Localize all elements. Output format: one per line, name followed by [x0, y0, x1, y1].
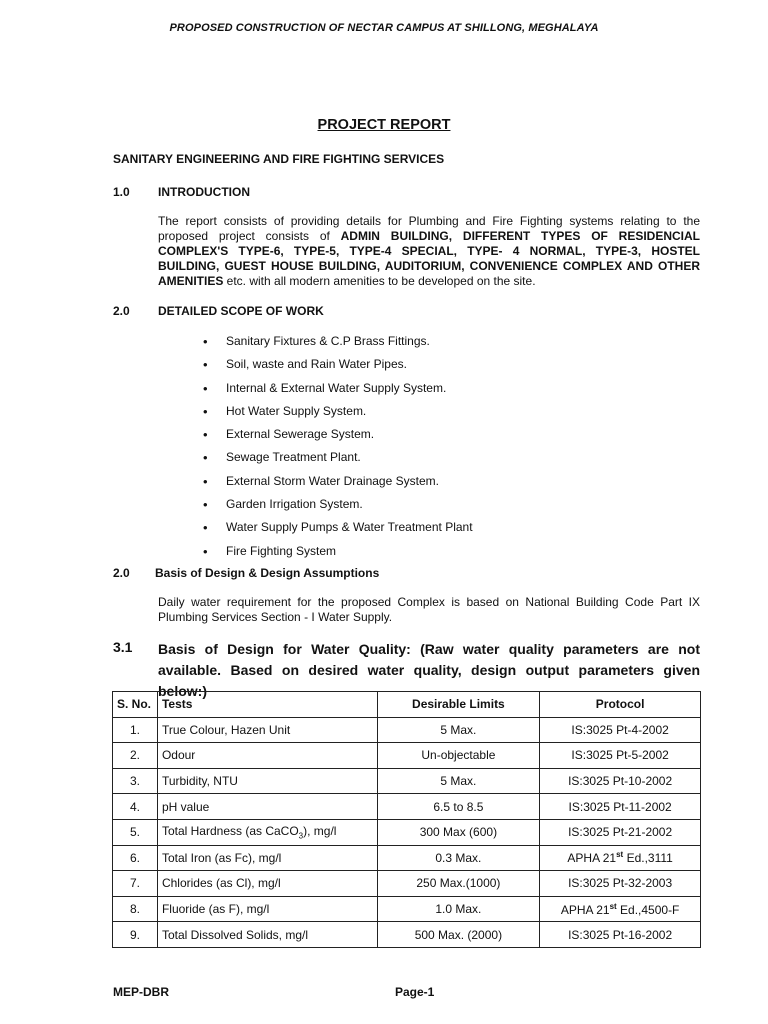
cell-protocol: IS:3025 Pt-5-2002 — [540, 743, 701, 769]
cell-limit: 1.0 Max. — [377, 896, 540, 922]
cell-test: True Colour, Hazen Unit — [157, 717, 377, 743]
cell-limit: 250 Max.(1000) — [377, 871, 540, 897]
list-item: • External Sewerage System. — [203, 427, 473, 450]
table-row — [113, 845, 701, 871]
cell-protocol: IS:3025 Pt-21-2002 — [540, 819, 701, 845]
table-row — [113, 871, 701, 897]
table-row — [113, 922, 701, 948]
basis-paragraph: Daily water requirement for the proposed Complex is based on National Building Code Part IX Plumbing Services Section - I Water Supply. — [158, 595, 700, 624]
section-heading-basis: Basis of Design & Design Assumptions — [155, 566, 380, 580]
list-item: • Fire Fighting System — [203, 544, 473, 567]
cell-test-post: ), mg/l — [303, 824, 337, 839]
list-item: • Sanitary Fixtures & C.P Brass Fittings. — [203, 334, 473, 357]
table-row — [113, 896, 701, 922]
cell-protocol-pre: APHA 21 — [567, 851, 617, 866]
cell-limit: 300 Max (600) — [377, 819, 540, 845]
intro-text-part2: etc. with all modern amenities to be developed on the site. — [223, 274, 536, 288]
cell-sno: 5. — [113, 819, 158, 845]
cell-protocol: IS:3025 Pt-11-2002 — [540, 794, 701, 820]
cell-test — [157, 819, 377, 845]
cell-protocol: IS:3025 Pt-10-2002 — [540, 768, 701, 794]
list-item: • Water Supply Pumps & Water Treatment Plant — [203, 520, 473, 543]
section-heading-scope: DETAILED SCOPE OF WORK — [158, 304, 324, 318]
table-row — [113, 743, 701, 769]
header-sno: S. No. — [113, 692, 158, 718]
cell-sno: 3. — [113, 768, 158, 794]
header-limits: Desirable Limits — [377, 692, 540, 718]
cell-test: Fluoride (as F), mg/l — [157, 896, 377, 922]
cell-test: Turbidity, NTU — [157, 768, 377, 794]
header-protocol: Protocol — [540, 692, 701, 718]
report-title: PROJECT REPORT — [317, 117, 451, 133]
table-row — [113, 768, 701, 794]
list-item: • Hot Water Supply System. — [203, 404, 473, 427]
table-row — [113, 819, 701, 845]
scope-list — [203, 334, 473, 567]
intro-text-part1: The report consists of providing details for Plumbing and Fire Fighting systems relating to the proposed project consists of — [158, 214, 700, 243]
section-number-basis: 2.0 — [113, 566, 130, 580]
section-heading-intro: INTRODUCTION — [158, 185, 250, 199]
cell-sno: 4. — [113, 794, 158, 820]
cell-limit: Un-objectable — [377, 743, 540, 769]
cell-test-pre: Total Hardness (as CaCO — [161, 824, 299, 839]
header-tests: Tests — [157, 692, 377, 718]
list-item: • Garden Irrigation System. — [203, 497, 473, 520]
section-number-quality: 3.1 — [113, 639, 133, 655]
footer-doc-code: MEP-DBR — [113, 985, 169, 999]
cell-test: Odour — [157, 743, 377, 769]
list-item: • Sewage Treatment Plant. — [203, 450, 473, 473]
cell-protocol: IS:3025 Pt-16-2002 — [540, 922, 701, 948]
cell-test: Total Dissolved Solids, mg/l — [157, 922, 377, 948]
cell-limit: 5 Max. — [377, 768, 540, 794]
cell-limit: 500 Max. (2000) — [377, 922, 540, 948]
cell-test-sub: 3 — [298, 831, 304, 841]
cell-protocol: IS:3025 Pt-32-2003 — [540, 871, 701, 897]
cell-protocol — [540, 845, 701, 871]
cell-sno: 1. — [113, 717, 158, 743]
section-number-intro: 1.0 — [113, 185, 130, 199]
cell-protocol — [540, 896, 701, 922]
cell-sno: 2. — [113, 743, 158, 769]
table-row — [113, 717, 701, 743]
list-item: • Internal & External Water Supply System. — [203, 381, 473, 404]
page-header: PROPOSED CONSTRUCTION OF NECTAR CAMPUS AT SHILLONG, MEGHALAYA — [169, 22, 599, 34]
water-quality-table — [112, 691, 701, 948]
cell-protocol-sup: st — [616, 850, 624, 860]
section-heading-quality: Basis of Design for Water Quality: (Raw water quality parameters are not available. Based on desired water quality, design output parameters given below:) — [158, 641, 700, 699]
cell-sno: 9. — [113, 922, 158, 948]
cell-protocol-sup: st — [609, 901, 617, 911]
cell-test: Total Iron (as Fc), mg/l — [157, 845, 377, 871]
section-number-scope: 2.0 — [113, 304, 130, 318]
report-subtitle: SANITARY ENGINEERING AND FIRE FIGHTING SERVICES — [113, 152, 445, 166]
cell-sno: 8. — [113, 896, 158, 922]
cell-protocol-post: Ed.,4500-F — [616, 902, 680, 917]
cell-limit: 5 Max. — [377, 717, 540, 743]
list-item: • Soil, waste and Rain Water Pipes. — [203, 357, 473, 380]
cell-test: Chlorides (as Cl), mg/l — [157, 871, 377, 897]
cell-sno: 7. — [113, 871, 158, 897]
cell-protocol-post: Ed.,3111 — [623, 851, 673, 866]
cell-limit: 6.5 to 8.5 — [377, 794, 540, 820]
cell-test: pH value — [157, 794, 377, 820]
list-item: • External Storm Water Drainage System. — [203, 474, 473, 497]
table-header-row — [113, 692, 701, 718]
footer-page-number: Page-1 — [395, 985, 435, 999]
table-row — [113, 794, 701, 820]
cell-protocol: IS:3025 Pt-4-2002 — [540, 717, 701, 743]
cell-protocol-pre: APHA 21 — [560, 902, 610, 917]
cell-limit: 0.3 Max. — [377, 845, 540, 871]
intro-text-bold: ADMIN BUILDING, DIFFERENT TYPES OF RESIDENCIAL COMPLEX'S TYPE-6, TYPE-5, TYPE-4 SPECIAL, TYPE- 4 NORMAL, TYPE-3, HOSTEL BUILDING, GUEST HOUSE BUILDING, AUDITORIUM, CONVENIENCE COMPLEX AND OTHER AMENITIES — [158, 229, 701, 288]
intro-paragraph — [158, 214, 700, 289]
cell-sno: 6. — [113, 845, 158, 871]
